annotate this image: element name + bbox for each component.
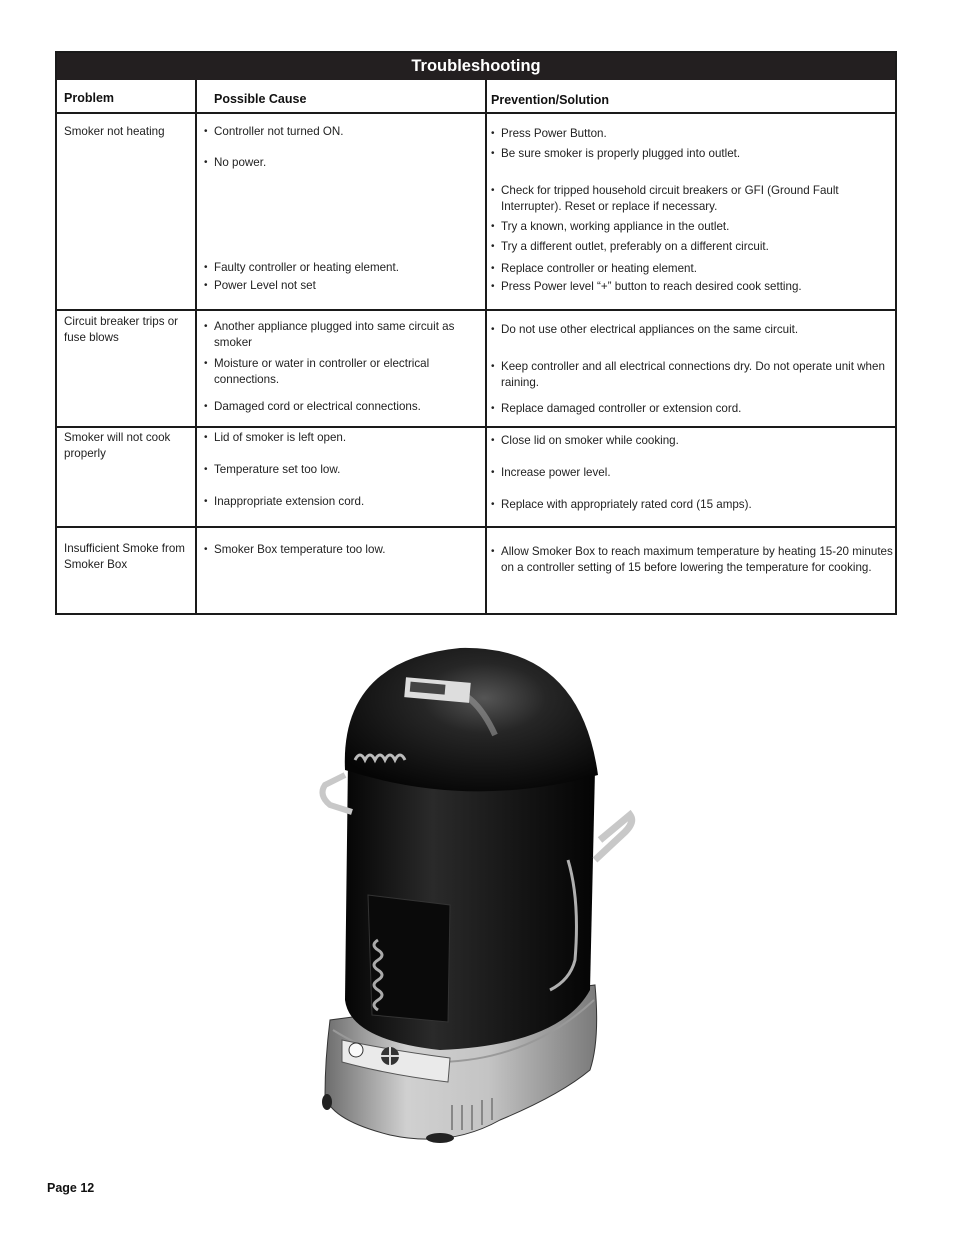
cause-item: • Smoker Box temperature too low. [204,542,484,558]
row-divider [57,309,895,311]
solution-item: • Replace damaged controller or extension cord. [491,401,901,417]
solution-item: • Press Power Button. [491,126,901,142]
solution-item: • Allow Smoker Box to reach maximum temperature by heating 15-20 minutes on a controller setting of 15 before lowering the temperature for cooking. [491,544,903,576]
problem-cell: Insufficient Smoke from Smoker Box [64,542,185,571]
column-divider [195,80,197,613]
table-title: Troubleshooting [57,53,895,80]
header-prevention-solution: Prevention/Solution [491,93,610,107]
row-divider [57,112,895,114]
cause-item: • Damaged cord or electrical connections. [204,399,484,415]
problem-cell: Smoker not heating [64,125,165,138]
problem-cell: Circuit breaker trips or fuse blows [64,315,179,344]
solution-item: • Close lid on smoker while cooking. [491,433,901,449]
column-divider [485,80,487,613]
header-problem: Problem [64,91,115,105]
solution-item: • Replace controller or heating element. [491,261,901,277]
cause-item: • Inappropriate extension cord. [204,494,484,510]
solution-item: • Try a different outlet, preferably on a different circuit. [491,239,901,255]
cause-item: • Another appliance plugged into same circuit as smoker [204,319,464,351]
cause-item: • Moisture or water in controller or electrical connections. [204,356,464,388]
row-divider [57,426,895,428]
cause-item: • Controller not turned ON. [204,124,484,140]
electric-smoker-illustration [300,630,660,1150]
cause-item: • Power Level not set [204,278,484,294]
solution-item: • Increase power level. [491,465,901,481]
solution-item: • Press Power level “+” button to reach desired cook setting. [491,279,901,295]
solution-item: • Check for tripped household circuit breakers or GFI (Ground Fault Interrupter). Reset or replace if necessary. [491,183,861,215]
cause-item: • Faulty controller or heating element. [204,260,484,276]
problem-cell: Smoker will not cook properly [64,431,171,460]
header-possible-cause: Possible Cause [214,92,307,106]
page-number: Page 12 [47,1181,95,1195]
solution-item: • Do not use other electrical appliances on the same circuit. [491,322,901,338]
cause-item: • No power. [204,155,484,171]
troubleshooting-table [55,51,897,615]
solution-item: • Be sure smoker is properly plugged into outlet. [491,146,901,162]
solution-item: • Replace with appropriately rated cord (15 amps). [491,497,901,513]
cause-item: • Lid of smoker is left open. [204,430,484,446]
solution-item: • Try a known, working appliance in the outlet. [491,219,901,235]
solution-item: • Keep controller and all electrical connections dry. Do not operate unit when raining. [491,359,901,391]
row-divider [57,526,895,528]
cause-item: • Temperature set too low. [204,462,484,478]
